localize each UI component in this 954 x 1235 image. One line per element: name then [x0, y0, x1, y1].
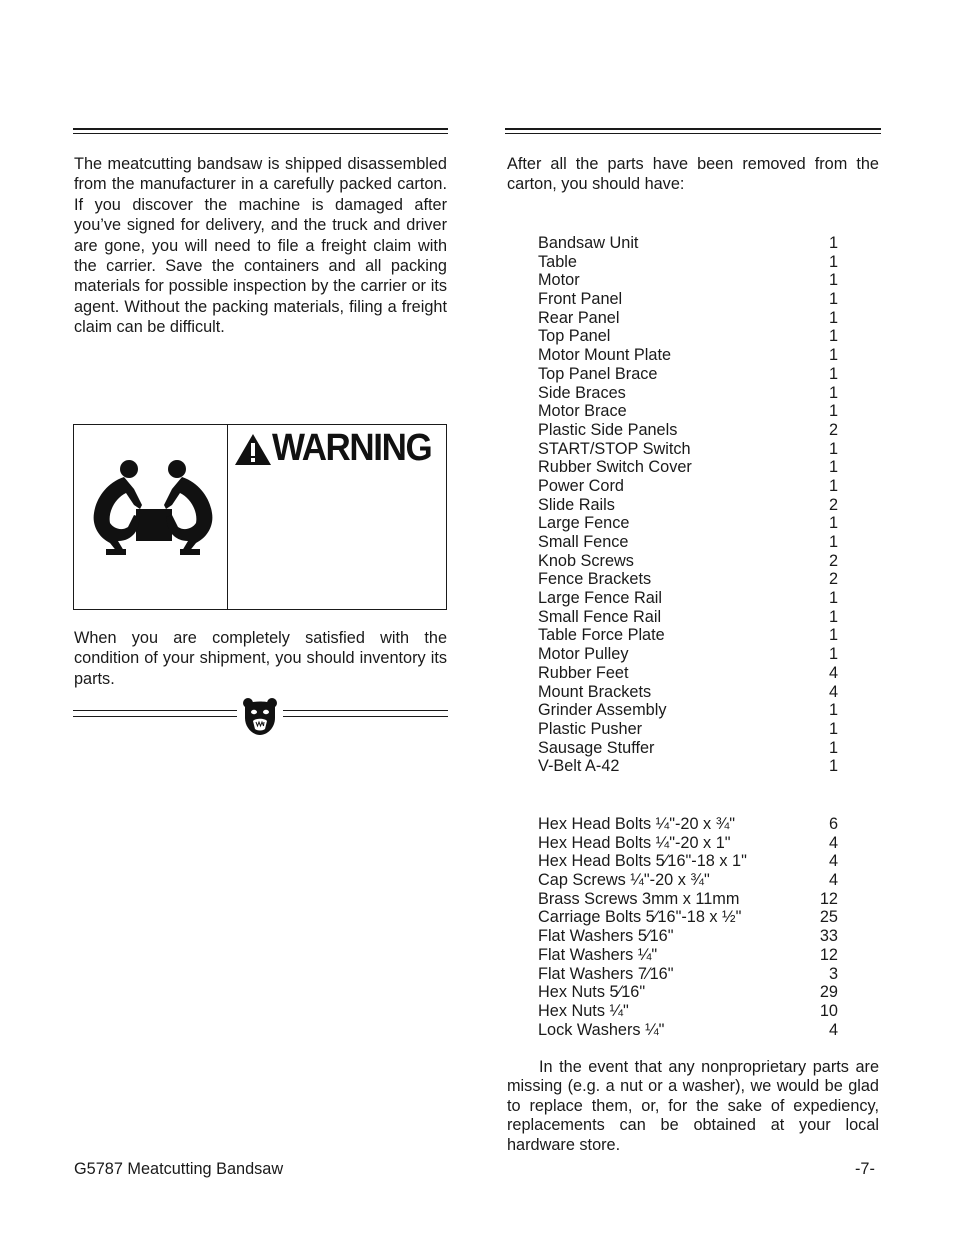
divider-line-left	[73, 710, 237, 717]
list-item	[538, 365, 838, 384]
part-name: Fence Brackets	[538, 570, 652, 589]
list-item	[538, 701, 838, 720]
part-quantity: 29	[819, 983, 838, 1002]
part-name: Motor Pulley	[538, 645, 629, 664]
part-quantity: 1	[828, 533, 838, 551]
part-quantity: 25	[819, 908, 838, 927]
warning-box	[73, 424, 447, 610]
part-name: Table	[538, 252, 577, 271]
part-quantity: 1	[828, 383, 838, 402]
part-name: Plastic Pusher	[538, 719, 643, 738]
list-item	[538, 871, 838, 890]
two-person-lift-icon	[84, 457, 220, 562]
part-quantity: 1	[828, 234, 838, 252]
list-item	[538, 815, 838, 834]
part-quantity: 1	[828, 271, 838, 290]
list-item	[538, 253, 838, 272]
part-name: Motor	[538, 271, 580, 290]
part-name: Flat Washers 5⁄16"	[538, 927, 674, 946]
list-item	[538, 1002, 838, 1021]
part-quantity: 2	[828, 420, 838, 439]
part-quantity: 1	[828, 290, 838, 309]
list-item	[538, 834, 838, 853]
part-name: Top Panel	[538, 327, 611, 346]
part-quantity: 10	[819, 1001, 838, 1020]
part-quantity: 4	[828, 663, 838, 682]
part-name: Cap Screws ¼"-20 x ¾"	[538, 871, 710, 890]
part-quantity: 4	[828, 833, 838, 852]
part-quantity: 2	[828, 495, 838, 514]
part-name: Flat Washers ¼"	[538, 945, 658, 964]
part-name: Flat Washers 7⁄16"	[538, 964, 674, 983]
part-quantity: 1	[828, 458, 838, 477]
part-name: Rear Panel	[538, 308, 620, 327]
list-item	[538, 946, 838, 965]
inventory-paragraph: When you are completely satisfied with the condition of your shipment, you should inventory its parts.	[74, 629, 447, 688]
warning-header	[234, 429, 444, 469]
footer-page-number: -7-	[855, 1160, 875, 1178]
part-name: START/STOP Switch	[538, 439, 691, 458]
part-name: Small Fence	[538, 533, 629, 551]
list-item	[538, 327, 838, 346]
part-quantity: 3	[828, 964, 838, 983]
part-quantity: 1	[828, 645, 838, 664]
part-name: Knob Screws	[538, 551, 634, 570]
part-quantity: 1	[828, 719, 838, 738]
warning-label: WARNING	[272, 427, 432, 469]
part-name: Motor Brace	[538, 402, 627, 421]
list-item	[538, 570, 838, 589]
part-name: Plastic Side Panels	[538, 420, 678, 439]
part-quantity: 1	[828, 402, 838, 421]
part-name: Hex Head Bolts 5⁄16"-18 x 1"	[538, 852, 747, 871]
part-name: Carriage Bolts 5⁄16"-18 x ½"	[538, 908, 742, 927]
list-item	[538, 440, 838, 459]
part-name: Mount Brackets	[538, 682, 652, 701]
list-item	[538, 720, 838, 739]
bear-logo-icon	[241, 696, 279, 736]
part-name: Large Fence	[538, 514, 630, 533]
list-item	[538, 234, 838, 253]
part-quantity: 4	[828, 1020, 838, 1039]
list-item	[538, 908, 838, 927]
part-quantity: 1	[828, 514, 838, 533]
part-name: Side Braces	[538, 383, 626, 402]
shipping-paragraph: The meatcutting bandsaw is shipped disassembled from the manufacturer in a carefully packed carton. If you discover the machine is damaged after you’ve signed for delivery, and the truck and driver are gone, you will need to file a freight claim with the carrier. Save the containers and all packing materials for possible inspection by the carrier or its agent. Without the packing materials, filing a freight claim can be difficult.	[74, 155, 447, 337]
hardware-list	[538, 815, 838, 1039]
list-item	[538, 664, 838, 683]
list-item	[538, 645, 838, 664]
list-item	[538, 552, 838, 571]
part-quantity: 1	[828, 701, 838, 720]
part-name: Top Panel Brace	[538, 364, 658, 383]
part-quantity: 1	[828, 589, 838, 608]
list-item	[538, 626, 838, 645]
part-name: Grinder Assembly	[538, 701, 667, 720]
parts-intro-paragraph: After all the parts have been removed from the carton, you should have:	[507, 155, 879, 194]
part-name: Small Fence Rail	[538, 607, 662, 626]
footer-title: G5787 Meatcutting Bandsaw	[74, 1160, 284, 1178]
list-item	[538, 757, 838, 776]
part-name: Hex Head Bolts ¼"-20 x 1"	[538, 833, 731, 852]
part-quantity: 1	[828, 346, 838, 365]
list-item	[538, 477, 838, 496]
part-quantity: 1	[828, 327, 838, 346]
list-item	[538, 271, 838, 290]
part-quantity: 1	[828, 308, 838, 327]
list-item	[538, 927, 838, 946]
list-item	[538, 346, 838, 365]
part-quantity: 1	[828, 757, 838, 776]
left-section-rule	[73, 128, 448, 134]
part-name: Front Panel	[538, 290, 623, 309]
part-name: Hex Head Bolts ¼"-20 x ¾"	[538, 815, 736, 833]
part-name: Rubber Switch Cover	[538, 458, 692, 477]
right-section-rule	[505, 128, 881, 134]
part-name: Sausage Stuffer	[538, 738, 655, 757]
warning-divider	[227, 425, 228, 609]
list-item	[538, 965, 838, 984]
part-name: Motor Mount Plate	[538, 346, 672, 365]
part-quantity: 4	[828, 682, 838, 701]
part-name: Table Force Plate	[538, 626, 665, 645]
part-name: Large Fence Rail	[538, 589, 662, 608]
part-quantity: 1	[828, 738, 838, 757]
list-item	[538, 421, 838, 440]
part-quantity: 4	[828, 852, 838, 871]
part-quantity: 12	[819, 945, 838, 964]
part-quantity: 12	[819, 889, 838, 908]
list-item	[538, 384, 838, 403]
list-item	[538, 852, 838, 871]
part-name: Slide Rails	[538, 495, 615, 514]
part-name: Power Cord	[538, 476, 624, 495]
list-item	[538, 983, 838, 1002]
list-item	[538, 458, 838, 477]
part-name: Bandsaw Unit	[538, 234, 639, 252]
list-item	[538, 1021, 838, 1040]
part-quantity: 4	[828, 871, 838, 890]
part-quantity: 2	[828, 570, 838, 589]
divider-line-right	[283, 710, 448, 717]
list-item	[538, 514, 838, 533]
part-quantity: 6	[828, 815, 838, 833]
warning-triangle-icon	[234, 433, 272, 466]
part-name: Rubber Feet	[538, 663, 629, 682]
part-name: V-Belt A-42	[538, 757, 620, 776]
part-quantity: 1	[828, 607, 838, 626]
part-quantity: 1	[828, 626, 838, 645]
part-name: Hex Nuts ¼"	[538, 1001, 629, 1020]
part-quantity: 1	[828, 252, 838, 271]
part-quantity: 1	[828, 439, 838, 458]
list-item	[538, 496, 838, 515]
part-name: Brass Screws 3mm x 11mm	[538, 889, 740, 908]
parts-list	[538, 234, 838, 776]
list-item	[538, 290, 838, 309]
part-quantity: 1	[828, 364, 838, 383]
list-item	[538, 533, 838, 552]
part-quantity: 33	[819, 927, 838, 946]
part-quantity: 2	[828, 551, 838, 570]
part-name: Lock Washers ¼"	[538, 1020, 665, 1039]
list-item	[538, 589, 838, 608]
list-item	[538, 683, 838, 702]
list-item	[538, 608, 838, 627]
list-item	[538, 309, 838, 328]
list-item	[538, 739, 838, 758]
list-item	[538, 402, 838, 421]
part-quantity: 1	[828, 476, 838, 495]
part-name: Hex Nuts 5⁄16"	[538, 983, 646, 1002]
closing-paragraph: In the event that any nonproprietary parts are missing (e.g. a nut or a washer), we would be glad to replace them, or, for the sake of expediency, replacements can be obtained at your local hardware store.	[507, 1058, 879, 1154]
list-item	[538, 890, 838, 909]
